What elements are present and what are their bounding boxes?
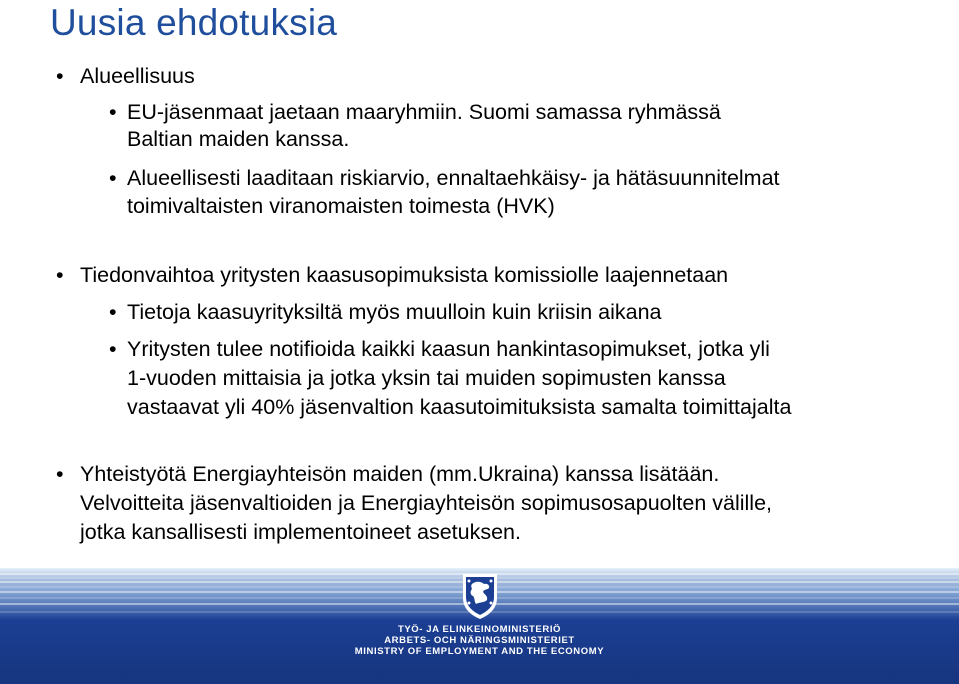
sub-bullet-eu-groups-cont: Baltian maiden kanssa. [127,127,350,151]
sub-bullet-risk-assessment [109,165,780,191]
bullet-dot: • [109,337,117,361]
bullet-text: Tiedonvaihtoa yritysten kaasusopimuksista komissiolle laajennetaan [80,263,729,287]
bullet-dot: • [109,300,117,324]
ministry-name-fi: TYÖ- JA ELINKEINOMINISTERIÖ [397,624,562,635]
bullet-text: Alueellisuus [80,64,195,88]
sub-bullet-notification-cont-2: vastaavat yli 40% jäsenvaltion kaasutoimituksista samalta toimittajalta [127,395,792,419]
ministry-name-sv: ARBETS- OCH NÄRINGSMINISTERIET [384,635,575,646]
bullet-cooperation-cont-2: jotka kansallisesti implementoineet asetuksen. [80,520,521,544]
bullet-alueellisuus [56,63,195,89]
coat-of-arms-logo [457,570,503,620]
bullet-dot: • [109,100,117,124]
bullet-dot: • [56,263,64,287]
bullet-cooperation-cont-1: Velvoitteita jäsenvaltioiden ja Energiayhteisön sopimusosapuolten välille, [80,491,773,515]
sub-bullet-notification-cont-1: 1-vuoden mittaisia ja jotka yksin tai muiden sopimusten kanssa [127,366,726,390]
ministry-name-en: MINISTRY OF EMPLOYMENT AND THE ECONOMY [354,646,605,657]
bullet-text: Tietoja kaasuyrityksiltä myös muulloin kuin kriisin aikana [127,300,662,324]
bullet-dot: • [56,64,64,88]
sub-bullet-eu-groups [109,99,721,125]
bullet-text: EU-jäsenmaat jaetaan maaryhmiin. Suomi samassa ryhmässä [127,100,721,124]
sub-bullet-gas-company-info [109,299,662,325]
bullet-text: Alueellisesti laaditaan riskiarvio, ennaltaehkäisy- ja hätäsuunnitelmat [127,166,780,190]
bullet-information-exchange [56,262,728,288]
bullet-dot: • [109,166,117,190]
sub-bullet-notification [109,336,770,362]
bullet-text: Yhteistyötä Energiayhteisön maiden (mm.Ukraina) kanssa lisätään. [80,462,720,486]
bullet-dot: • [56,462,64,486]
bullet-cooperation [56,461,719,487]
sub-bullet-risk-assessment-cont: toimivaltaisten viranomaisten toimesta (HVK) [127,194,555,218]
bullet-text: Yritysten tulee notifioida kaikki kaasun hankintasopimukset, jotka yli [127,337,770,361]
slide-title: Uusia ehdotuksia [50,2,338,43]
